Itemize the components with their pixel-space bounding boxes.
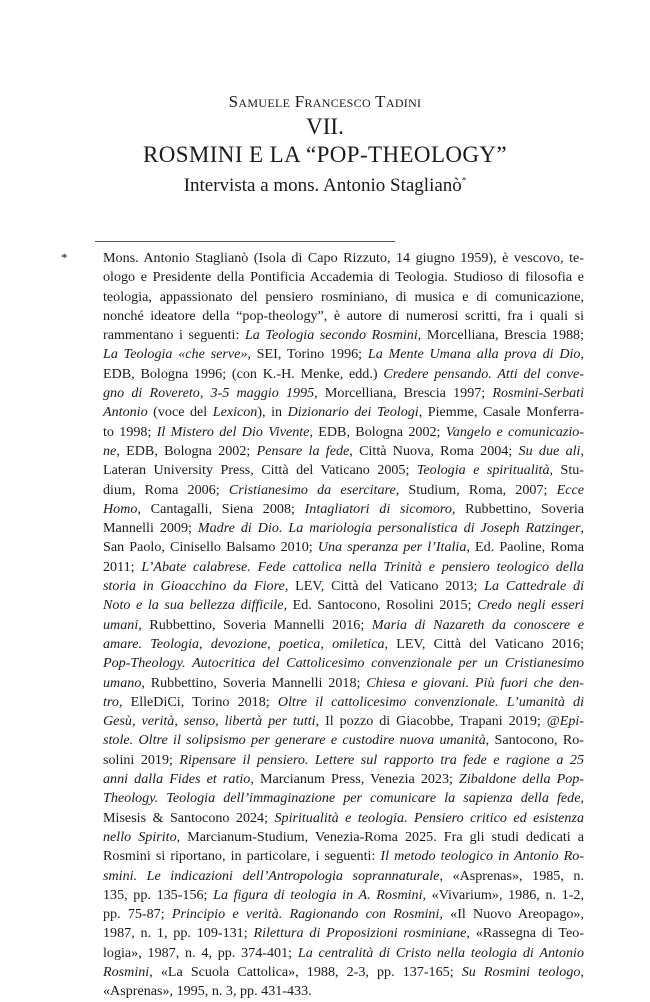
footnote-line [103,751,584,770]
footnote-text [103,249,584,1002]
footnote-title-italic: Ecce [556,481,584,498]
footnote-title-italic: Theology. Teologia dell’immaginazione per comunicare la sapienza della fede [103,790,581,807]
footnote-segment: Lateran University Press, Città del Vaticano 2005; [103,462,417,479]
footnote-title-italic: smini. Le indicazioni dell’Antropologia soprannaturale [103,867,440,884]
footnote-line [103,674,584,693]
footnote-segment: , LEV, Città del Vaticano 2013; [284,578,485,595]
subtitle-footnote-marker: * [461,175,467,186]
footnote-line [103,500,584,519]
footnote-segment: ologo e Presidente della Pontificia Accademia di Teologia. Studioso di filosofia e [103,269,584,286]
footnote-title-italic: La Teologia «che serve» [103,346,248,363]
footnote-title-italic: tro [103,693,119,710]
footnote-title-italic: stole. Oltre il solipsismo per generare e custodire nuova umanità [103,732,486,749]
footnote-title-italic: La Teologia secondo Rosmini [244,327,418,344]
footnote-segment: , Piemme, Casale Monferra- [418,404,584,421]
footnote-title-italic: Chiesa e giovani. Più fuori che den- [366,674,584,691]
footnote-line [103,905,584,924]
footnote-title-italic: Credo negli esseri [477,597,584,614]
footnote-line [103,307,584,326]
footnote-line [103,731,584,750]
footnote-title-italic: Su due ali [518,442,581,459]
footnote-line [103,249,584,268]
footnote-segment: , Studium, Roma, 2007; [395,481,557,498]
footnote-line [103,944,584,963]
footnote-segment: EDB, Bologna 1996; (con K.-H. Menke, edd.) [103,365,384,382]
footnote-title-italic: Rosmini [103,963,150,980]
chapter-subtitle [0,175,650,197]
footnote-title-italic: Una speranza per l’Italia [317,539,467,556]
footnote-segment: , LEV, Città del Vaticano 2016; [384,635,584,652]
footnote-segment: pp. 75-87; [103,906,172,923]
footnote-line [103,596,584,615]
footnote-segment: ), in [257,404,288,421]
footnote-segment: , «Asprenas», 1985, n. [439,867,584,884]
footnote-segment: , Rubbettino, Soveria [451,500,585,517]
footnote-line [103,924,584,943]
footnote-segment: San Paolo, Cinisello Balsamo 2010; [103,539,318,556]
footnote-segment: logia», 1987, n. 4, pp. 374-401; [103,944,298,961]
footnote-segment: Misesis & Santocono 2024; [103,809,275,826]
footnote-line [103,288,584,307]
footnote-segment: Rosmini si riportano, in particolare, i seguenti: [103,848,381,865]
footnote-segment: , «Il Nuovo Areopago», [439,906,584,923]
footnote-segment: , EDB, Bologna 2002; [309,423,446,440]
chapter-title: ROSMINI E LA “POP-THEOLOGY” [142,142,508,167]
footnote-line [103,442,584,461]
footnote-segment: , Ed. Santocono, Rosolini 2015; [283,597,478,614]
footnote-segment: rammentano i seguenti: [103,327,245,344]
footnote-segment: , «La Scuola Cattolica», 1988, 2-3, pp. 137-165; [149,963,462,980]
footnote-segment: , Ed. Paoline, Roma [466,539,584,556]
footnote-segment: teologia, appassionato del pensiero rosminiano, di musica e di comunicazione, [103,288,584,305]
footnote-title-italic: Il Mistero del Dio Vivente [156,423,310,440]
footnote-line [103,345,584,364]
footnote-title-italic: Antonio [103,404,148,421]
footnote-line [103,403,584,422]
footnote-title-italic: umani [103,616,139,633]
footnote-line [103,481,584,500]
footnote-line [103,326,584,345]
footnote-segment: , SEI, Torino 1996; [247,346,368,363]
footnote-title-italic: nello Spirito [103,828,177,845]
footnote-segment: , Marcianum-Studium, Venezia-Roma 2025. Fra gli studi dedicati a [176,828,584,845]
footnote-segment: , EDB, Bologna 2002; [116,442,257,459]
footnote-segment: to 1998; [103,423,157,440]
footnote-title-italic: Pensare la fede [256,442,350,459]
footnote-segment: «Asprenas», 1995, n. 3, pp. 431-433. [103,983,312,1000]
footnote-segment: (voce del [147,404,213,421]
footnote-title-italic: Oltre il cattolicesimo convenzionale. L’umanità di [277,693,584,710]
footnote-segment: , «Vivarium», 1986, n. 1-2, [422,886,584,903]
footnote-title-italic: Spiritualità e teologia. Pensiero critico ed esistenza [274,809,584,826]
footnote-line [103,558,584,577]
footnote-line [103,982,584,1001]
footnote-line [103,712,584,731]
footnote-segment: , [580,442,584,459]
footnote-marker: * [61,250,68,265]
footnote-title-italic: Vangelo e comunicazio- [445,423,584,440]
footnote-title-italic: Il metodo teologico in Antonio Ro- [380,848,584,865]
footnote-title-italic: Su Rosmini teologo [461,963,581,980]
footnote-line [103,654,584,673]
footnote-separator [95,241,395,242]
footnote-title-italic: Rilettura di Proposizioni rosminiane [253,925,467,942]
author-name: Samuele Francesco Tadini [228,92,422,111]
subtitle-text: Intervista a mons. Antonio Staglianò [183,175,462,196]
footnote-segment: , [580,520,584,537]
footnote-segment: , Santocono, Ro- [485,732,585,749]
footnote-segment: , Stu- [549,462,584,479]
footnote-line [103,423,584,442]
footnote-title-italic: ne [103,442,117,459]
footnote-title-italic: Zibaldone della Pop- [459,771,584,788]
footnote-title-italic: La Mente Umana alla prova di Dio [367,346,581,363]
footnote-line [103,809,584,828]
footnote-segment: Mons. Antonio Staglianò (Isola di Capo Rizzuto, 14 giugno 1959), è vescovo, te- [103,250,584,266]
footnote-segment: , Marcianum Press, Venezia 2023; [250,771,460,788]
footnote-segment: Mannelli 2009; [103,520,198,537]
footnote-segment: dium, Roma 2006; [103,481,229,498]
footnote-line [103,770,584,789]
footnote-line [103,693,584,712]
footnote-segment: , Rubbettino, Soveria Mannelli 2016; [138,616,372,633]
footnote-title-italic: Lexicon [212,404,258,421]
footnote-segment: solini 2019; [103,751,180,768]
footnote-segment: , Rubbettino, Soveria Mannelli 2018; [141,674,367,691]
footnote-segment: 1987, n. 1, pp. 109-131; [103,925,254,942]
footnote-line [103,384,584,403]
footnote-title-italic: Homo [103,500,138,517]
footnote-title-italic: Ripensare il pensiero. Lettere sul rapporto tra fede e ragione a 25 [179,751,584,768]
footnote-title-italic: La centralità di Cristo nella teologia di Antonio [297,944,584,961]
footnote-segment: 135, pp. 135-156; [103,886,214,903]
footnote-title-italic: La figura di teologia in A. Rosmini [213,886,423,903]
footnote-line [103,828,584,847]
footnote-title-italic: Intagliatori di sicomoro [304,500,452,517]
footnote-segment: , ElleDiCi, Torino 2018; [118,693,278,710]
footnote-title-italic: Teologia e spiritualità [416,462,550,479]
footnote-title-italic: @Epi- [546,713,584,730]
footnote-segment: nonché ideatore della “pop-theology”, è autore di numerosi scritti, fra i quali si [103,307,584,324]
footnote-title-italic: La Cattedrale di [484,578,584,595]
footnote-segment: , [580,346,584,363]
footnote-line [103,461,584,480]
chapter-number: VII. [306,114,344,139]
footnote-line [103,616,584,635]
footnote-title-italic: Credere pensando. Atti del conve- [383,365,584,382]
footnote-title-italic: storia in Gioacchino da Fiore [103,578,285,595]
footnote-segment: , Morcelliana, Brescia 1988; [417,327,585,344]
footnote-segment: , Città Nuova, Roma 2004; [349,442,519,459]
footnote-line [103,365,584,384]
footnote-line [103,963,584,982]
footnote-segment: , Morcelliana, Brescia 1997; [314,385,493,402]
footnote-title-italic: Pop-Theology. Autocritica del Cattolicesimo convenzionale per un Cristianesimo [103,655,584,672]
footnote-segment: , Il pozzo di Giacobbe, Trapani 2019; [315,713,547,730]
footnote-line [103,635,584,654]
footnote-line [103,519,584,538]
footnote-line [103,577,584,596]
footnote-segment: , «Rassegna di Teo- [466,925,585,942]
footnote-title-italic: gno di Rovereto, 3-5 maggio 1995 [103,385,315,402]
footnote-title-italic: anni dalla Fides et ratio [103,771,251,788]
footnote-segment: , [580,963,584,980]
footnote-title-italic: Dizionario dei Teologi [287,404,419,421]
footnote-segment: 2011; [103,558,142,575]
footnote-line [103,847,584,866]
footnote-line [103,867,584,886]
footnote-title-italic: Rosmini-Serbati [492,385,584,402]
footnote-title-italic: Principio e verità. Ragionando con Rosmini [171,906,440,923]
footnote-title-italic: Noto e la sua bellezza difficile [103,597,284,614]
footnote-title-italic: Cristianesimo da esercitare [228,481,396,498]
footnote-segment: , Cantagalli, Siena 2008; [137,500,305,517]
footnote-segment: , [580,790,584,807]
footnote-title-italic: amare. Teologia, devozione, poetica, omiletica [103,635,385,652]
footnote-line [103,268,584,287]
footnote-line [103,789,584,808]
footnote-title-italic: umano [103,674,142,691]
footnote-title-italic: Madre di Dio. La mariologia personalistica di Joseph Ratzinger [197,520,581,537]
footnote-line [103,538,584,557]
footnote-title-italic: Gesù, verità, senso, libertà per tutti [103,713,316,730]
footnote-title-italic: Maria di Nazareth da conoscere e [371,616,585,633]
footnote-title-italic: L’Abate calabrese. Fede cattolica nella Trinità e pensiero teologico della [141,558,584,575]
footnote-line [103,886,584,905]
